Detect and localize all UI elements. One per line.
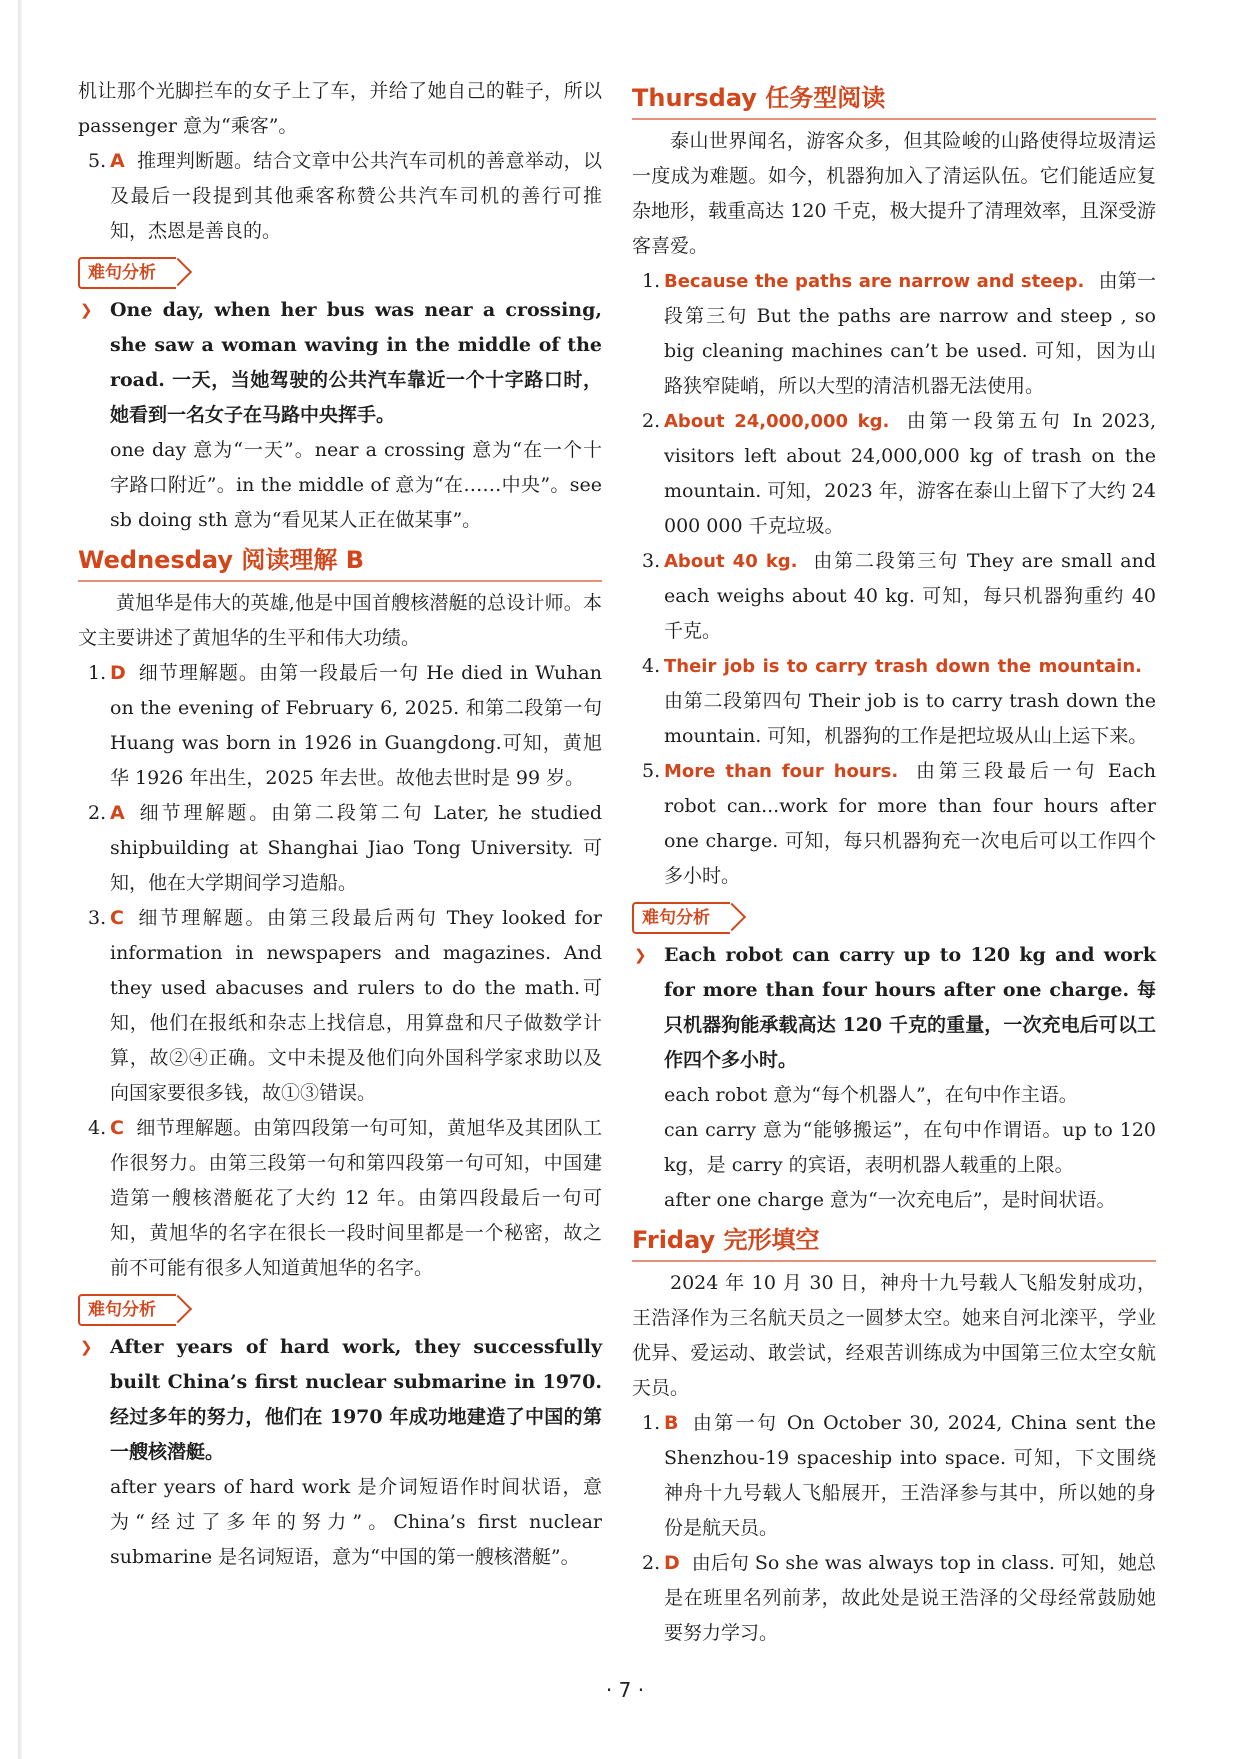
answer-letter: A [110,150,125,172]
right-column [632,74,1156,1651]
arrow-icon: ❯ [80,301,93,319]
answer-item-2: 2. A 细节理解题。由第二段第二句 Later, he studied shipbuilding at Shanghai Jiao Tong University. 可知，他在大学期间学习造船。 [88,802,602,894]
answer-item-4: 4. C 细节理解题。由第四段第一句可知，黄旭华及其团队工作很努力。由第三段第一句和第四段第一句可知，中国建造第一艘核潜艇花了大约 12 年。由第四段最后一句可知，黄旭华的名字在很长一段时间里都是一个秘密，故之前不可能有很多人知道黄旭华的名字。 [88,1117,602,1279]
answer-letter: C [110,907,124,929]
difficult-sentence: ❯ Each robot can carry up to 120 kg and work for more than four hours after one charge. 每只机器狗能承载高达 120 千克的重量，一次充电后可以工作四个多小时。 [632,938,1156,1078]
arrow-icon: ❯ [634,946,647,964]
difficult-sentence-note: after one charge 意为“一次充电后”，是时间状语。 [664,1189,1116,1211]
answer-item-1: 1. Because the paths are narrow and steep. 由第一段第三句 But the paths are narrow and steep , so big cleaning machines can’t be used. 可知，因为山路狭窄陡峭，所以大型的清洁机器无法使用。 [642,270,1156,397]
section-intro: 黄旭华是伟大的英雄,他是中国首艘核潜艇的总设计师。本文主要讲述了黄旭华的生平和伟大功绩。 [78,592,602,649]
answer-letter: B [664,1412,679,1434]
difficult-sentence: ❯ After years of hard work, they successfully built China’s first nuclear submarine in 1970. 经过多年的努力，他们在 1970 年成功地建造了中国的第一艘核潜艇。 [78,1330,602,1470]
answer-item-2: 2. About 24,000,000 kg. 由第一段第五句 In 2023, visitors left about 24,000,000 kg of trash on the mountain. 可知，2023 年，游客在泰山上留下了大约 24 000 000 千克垃圾。 [642,410,1157,537]
answer-item-5: 5. A 推理判断题。结合文章中公共汽车司机的善意举动，以及最后一段提到其他乘客称赞公共汽车司机的善行可推知，杰恩是善良的。 [88,150,602,242]
answer-letter: D [110,662,126,684]
answer-text: More than four hours. [664,761,899,782]
section-heading-wednesday: Wednesday 阅读理解 B [78,542,602,582]
answer-letter: C [110,1117,124,1139]
section-intro: 2024 年 10 月 30 日，神舟十九号载人飞船发射成功，王浩泽作为三名航天员之一圆梦太空。她来自河北滦平，学业优异、爱运动、敢尝试，经艰苦训练成为中国第三位太空女航天员。 [632,1272,1156,1399]
section-heading-thursday: Thursday 任务型阅读 [632,80,1156,120]
difficult-sentence-badge: 难句分析 [78,257,176,289]
answer-item-1: 1. B 由第一句 On October 30, 2024, China sent the Shenzhou-19 spaceship into space. 可知，下文围绕神舟十九号载人飞船展开，王浩泽参与其中，所以她的身份是航天员。 [642,1412,1156,1539]
answer-item-1: 1. D 细节理解题。由第一段最后一句 He died in Wuhan on the evening of February 6, 2025. 和第二段第一句 Huang was born in 1926 in Guangdong.可知，黄旭华 1926 年出生，2025 年去世。故他去世时是 99 岁。 [88,662,602,789]
difficult-sentence-badge: 难句分析 [78,1294,176,1326]
difficult-sentence-badge: 难句分析 [632,902,730,934]
tuesday-continued-text: 机让那个光脚拦车的女子上了车，并给了她自己的鞋子，所以 passenger 意为“乘客”。 [78,80,602,137]
answer-text: About 40 kg. [664,551,798,572]
answer-item-4: 4. Their job is to carry trash down the mountain.由第二段第四句 Their job is to carry trash down the mountain. 可知，机器狗的工作是把垃圾从山上运下来。 [642,655,1156,747]
answer-text: About 24,000,000 kg. [664,411,890,432]
difficult-sentence-note: each robot 意为“每个机器人”，在句中作主语。 [664,1084,1078,1106]
arrow-icon: ❯ [80,1338,93,1356]
answer-letter: D [664,1552,680,1574]
section-intro: 泰山世界闻名，游客众多，但其险峻的山路使得垃圾清运一度成为难题。如今，机器狗加入了清运队伍。它们能适应复杂地形，载重高达 120 千克，极大提升了清理效率，且深受游客喜爱。 [632,130,1156,257]
page-number: · 7 · [605,1678,645,1702]
difficult-sentence-note: one day 意为“一天”。near a crossing 意为“在一个十字路口附近”。in the middle of 意为“在……中央”。see sb doing sth 意为“看见某人正在做某事”。 [110,439,602,531]
page-edge-shadow [18,0,22,1759]
answer-letter: A [110,802,125,824]
section-heading-friday: Friday 完形填空 [632,1222,1156,1262]
answer-text: Because the paths are narrow and steep. [664,271,1085,292]
answer-item-5: 5. More than four hours. 由第三段最后一句 Each robot can...work for more than four hours after one charge. 可知，每只机器狗充一次电后可以工作四个多小时。 [642,760,1156,887]
difficult-sentence: ❯ One day, when her bus was near a crossing, she saw a woman waving in the middle of the road. 一天，当她驾驶的公共汽车靠近一个十字路口时，她看到一名女子在马路中央挥手。 [78,293,602,433]
answer-item-3: 3. C 细节理解题。由第三段最后两句 They looked for information in newspapers and magazines. And they used abacuses and rulers to do the math.可知，他们在报纸和杂志上找信息，用算盘和尺子做数学计算，故②④正确。文中未提及他们向外国科学家求助以及向国家要很多钱，故①③错误。 [88,907,602,1104]
answer-item-2: 2. D 由后句 So she was always top in class. 可知，她总是在班里名列前茅，故此处是说王浩泽的父母经常鼓励她要努力学习。 [642,1552,1156,1644]
left-column [78,74,602,1575]
difficult-sentence-note: after years of hard work 是介词短语作时间状语，意为“经过了多年的努力”。China’s first nuclear submarine 是名词短语，意为“中国的第一艘核潜艇”。 [110,1476,602,1568]
answer-item-3: 3. About 40 kg. 由第二段第三句 They are small and each weighs about 40 kg. 可知，每只机器狗重约 40 千克。 [642,550,1156,642]
answer-text: Their job is to carry trash down the mountain. [664,656,1142,677]
difficult-sentence-note: can carry 意为“能够搬运”，在句中作谓语。up to 120 kg，是 carry 的宾语，表明机器人载重的上限。 [664,1119,1156,1176]
